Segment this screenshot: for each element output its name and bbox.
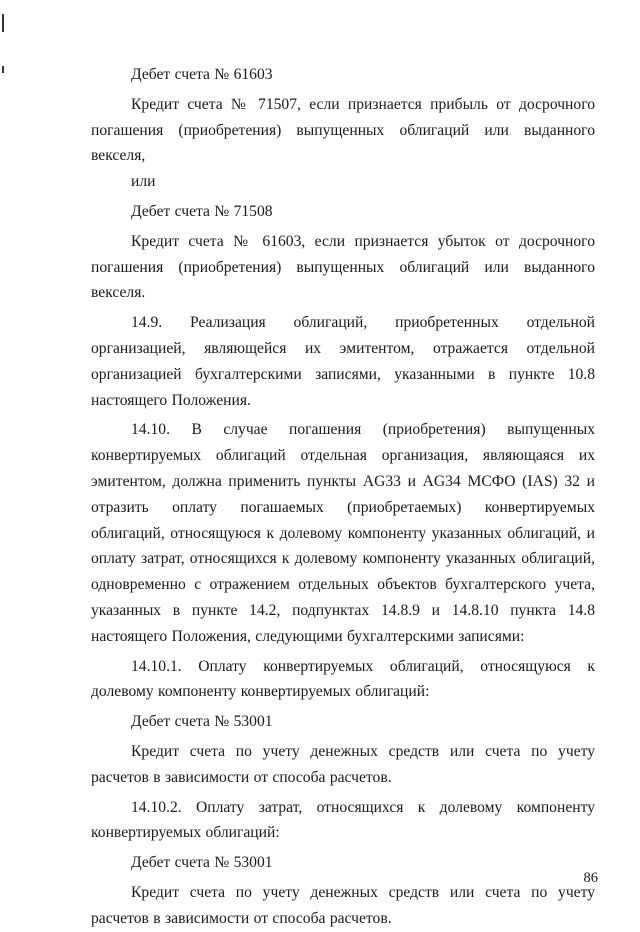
paragraph-credit-cash: Кредит счета по учету денежных средств или счета по учету расчетов в зависимости от способа расчетов. — [91, 883, 595, 927]
paragraph-credit-cash: Кредит счета по учету денежных средств или счета по учету расчетов в зависимости от способа расчетов. — [91, 742, 595, 786]
paragraph-or: или — [131, 173, 156, 191]
paragraph-14-10: 14.10. В случае погашения (приобретения) выпущенных конвертируемых облигаций отдельная организация, являющаяся их эмитентом, должна применить пункты AG33 и AG34 МСФО (IAS) 32 и отразить оплату погашаемых (приобретаемых) конвертируемых облигаций, относящуюся к долевому компоненту указанных облигаций, и оплату затрат, относящихся к долевому компоненту указанных облигаций, одновременно с отражением отдельных объектов бухгалтерского учета, указанных в пункте 14.2, подпунктах 14.8.9 и 14.8.10 пункта 14.8 настоящего Положения, следующими бухгалтерскими записями: — [91, 421, 595, 645]
paragraph-debit-53001: Дебет счета № 53001 — [131, 713, 273, 731]
paragraph-14-10-2: 14.10.2. Оплату затрат, относящихся к долевому компоненту конвертируемых облигаций: — [91, 798, 595, 842]
page-number: 86 — [583, 870, 598, 886]
paragraph-14-9: 14.9. Реализация облигаций, приобретенных отдельной организацией, являющейся их эмитентом, отражается отдельной организацией бухгалтерскими записями, указанными в пункте 10.8 настоящего Положения. — [91, 314, 595, 409]
document-page — [91, 62, 595, 932]
scan-artifact-mark — [2, 66, 4, 73]
paragraph-credit-71507: Кредит счета № 71507, если признается прибыль от досрочного погашения (приобретения) выпущенных облигаций или выданного векселя, — [91, 95, 595, 165]
paragraph-debit-53001: Дебет счета № 53001 — [131, 854, 273, 872]
paragraph-credit-61603: Кредит счета № 61603, если признается убыток от досрочного погашения (приобретения) выпущенных облигаций или выданного векселя. — [91, 232, 595, 302]
paragraph-debit-61603: Дебет счета № 61603 — [131, 66, 273, 83]
paragraph-debit-71508: Дебет счета № 71508 — [131, 202, 273, 220]
scan-artifact-mark — [2, 14, 4, 32]
paragraph-14-10-1: 14.10.1. Оплату конвертируемых облигаций, относящуюся к долевому компоненту конвертируемых облигаций: — [91, 657, 595, 701]
